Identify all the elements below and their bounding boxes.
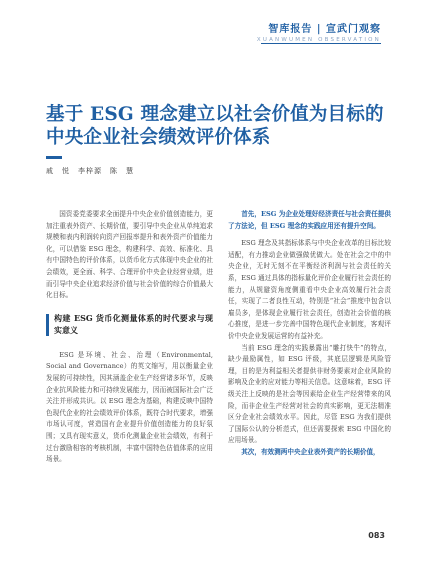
lead-paragraph-first: 首先，ESG 为企业处理好经济责任与社会责任提供了方法论，但 ESG 理念的实践应用还有提升空间。 (228, 210, 391, 230)
section-heading (46, 312, 213, 336)
article-title-line-1: 基于 ESG 理念建立以社会价值为目标的 (46, 104, 384, 125)
lead-paragraph-second: 其次，有效测两中央企业表外资产的长期价值， (241, 447, 380, 456)
article-title (46, 103, 386, 149)
body-paragraph: 当前 ESG 理念的实践暴露出“雕打快牛”的特点，缺少最励属性，如 ESG 评级，其底层逻辑是风险管理，目的是为利益相关者提供非财务要素对企业风险的影响及企业的应对能力等相关信息。这意味着，ESG 评级关注上反映的是社会等因素给企业生产经营带来的风险，而非企业生产经营对社会的真实影响，更无法精准区分企业社会绩效水平。因此，尽管 ESG 为我们提供了国际公认的分析范式，但还需要探索 ESG 中国化的应用场景。 (228, 343, 391, 445)
body-paragraph: ESG 理念及其指标体系与中央企业改革的目标比较适配，有力推动企业做强做优做大。处在社会之中的中央企业，无时无刻不在平衡经济利润与社会责任的关系，ESG 通过具体的指标量化评价企业履行社会责任的能力，从规避资角度侧重看中央企业高效履行社会责任，实现了二者良性互动，特别是“社会”推度中包含以雇员多，是体现企业履行社会责任，创造社会价值的核心推度，是进一步完善中国特色现代企业制度，客观评价中央企业发展运营的有益补充。 (228, 239, 391, 340)
journal-column-title: 智库报告 | 宣武门观察 (268, 24, 381, 35)
journal-column-subtitle: XUANWUMEN OBSERVATION (256, 37, 381, 43)
right-column (228, 209, 391, 458)
section-heading-text: 构建 ESG 货币化测量体系的时代要求与现实意义 (54, 312, 213, 335)
article-authors: 戚 悦 李梓源 陈 慧 (46, 167, 134, 175)
article-title-line-2: 中央企业社会绩效评价体系 (46, 127, 271, 148)
body-paragraph: ESG 是环境、社会、治理（Environmental, Social and Governance）的英文缩写，用以衡量企业发展的可持续性，因其涵盖企业生产经营诸多环节，反映企业抗风险能力和可持续发展能力，因而被国际社会广泛关注并形成共识。以 ESG 理念为基础，构建反映中国特色现代企业的社会绩效评价体系，既符合时代要求，增强市场认可度，营造国有企业提升价值创造能力的良好氛围；又具有现实意义，货币化测量企业社会绩效，有利于过台激励相容的考核机制，丰富中国特色估值体系的应用场景。 (46, 350, 213, 464)
header-divider (261, 43, 381, 44)
page-number: 083 (368, 531, 385, 540)
title-accent-rule (46, 156, 62, 159)
section-heading-bar (46, 314, 49, 336)
left-column (46, 209, 213, 466)
running-header (257, 20, 381, 43)
intro-paragraph: 国资委党委要求全面提升中央企业价值创造能力，更加注重表外资产、长期价值，要引导中央企业从单纯追求规模和表内利润转向资产回报率提升和表外资产价值能力化，可以借鉴 ESG 理念，构建科学、高效、标准化、具有中国特色的评价体系，以货币化方式体现中央企业的社会绩效，更全面、科学、合理评价中央企业经营业绩，进而引导中央企业追求经济价值与社会价值的综合价值最大化目标。 (46, 210, 213, 300)
